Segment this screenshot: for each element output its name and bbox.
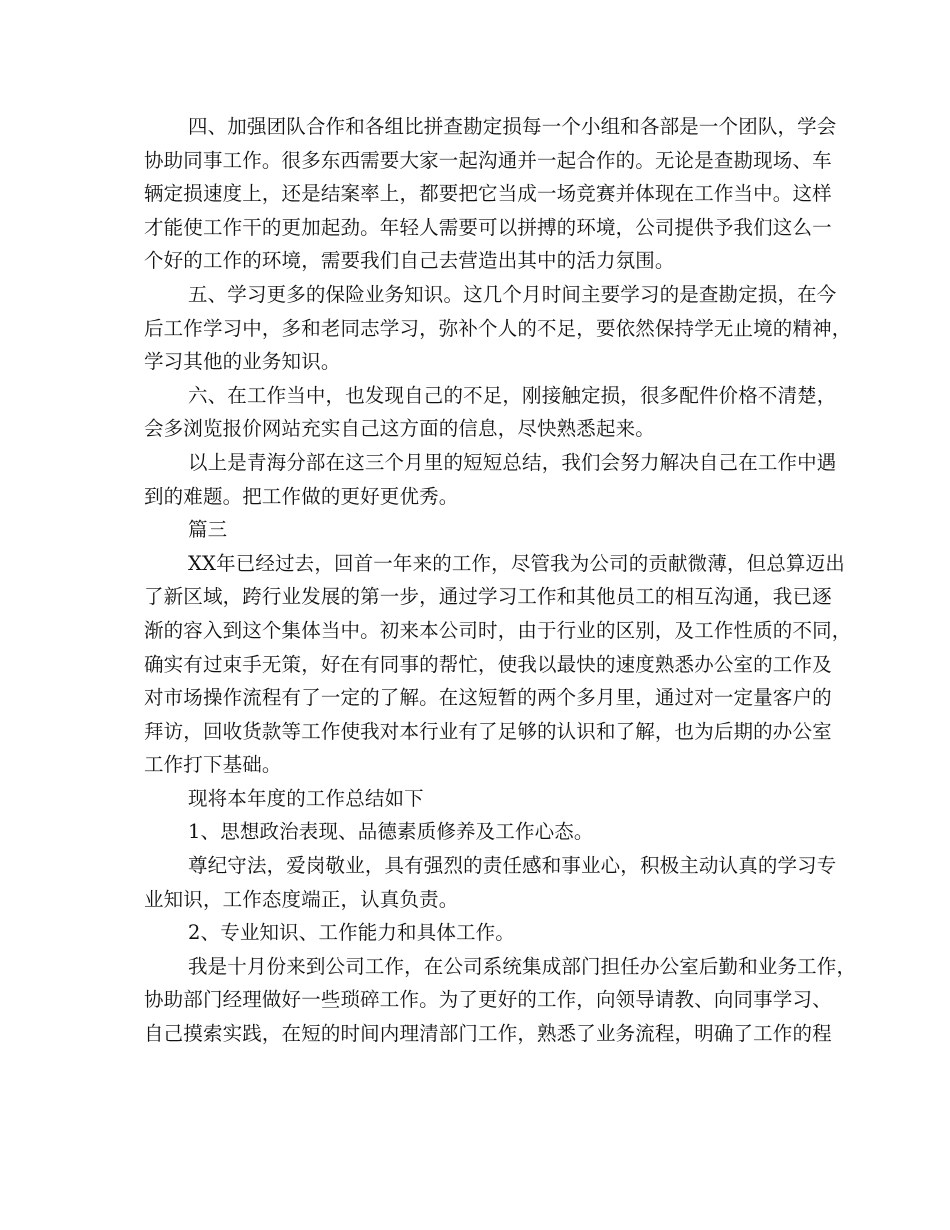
paragraph-intro bbox=[144, 782, 808, 816]
paragraph-shortcomings bbox=[144, 379, 837, 446]
section-heading bbox=[144, 513, 808, 547]
paragraph-insurance-knowledge bbox=[144, 278, 852, 379]
paragraph-summary bbox=[144, 446, 837, 513]
text-line: 尊纪守法，爱岗敬业，具有强烈的责任感和事业心，积极主动认真的学习专 bbox=[188, 854, 837, 878]
paragraph-teamwork bbox=[144, 110, 837, 278]
text-line: 协助同事工作。很多东西需要大家一起沟通并一起合作的。无论是查勘现场、车 bbox=[144, 148, 832, 172]
text-line: 六、在工作当中，也发现自己的不足，刚接触定损，很多配件价格不清楚， bbox=[188, 383, 837, 407]
text-line: 协助部门经理做好一些琐碎工作。为了更好的工作，向领导请教、向同事学习、 bbox=[144, 988, 832, 1012]
text-line: 五、学习更多的保险业务知识。这几个月时间主要学习的是查勘定损，在今 bbox=[188, 282, 837, 306]
text-line: 业知识，工作态度端正，认真负责。 bbox=[144, 887, 459, 911]
text-line: 个好的工作的环境，需要我们自己去营造出其中的活力氛围。 bbox=[144, 249, 675, 273]
text-line: 以上是青海分部在这三个月里的短短总结，我们会努力解决自己在工作中遇 bbox=[188, 450, 837, 474]
text-line: 才能使工作干的更加起劲。年轻人需要可以拼搏的环境，公司提供予我们这么一 bbox=[144, 215, 832, 239]
text-line: 对市场操作流程有了一定的了解。在这短暂的两个多月里，通过对一定量客户的 bbox=[144, 686, 832, 710]
text-line: 工作打下基础。 bbox=[144, 753, 282, 777]
paragraph-year-review bbox=[144, 547, 852, 782]
numbered-heading-2 bbox=[144, 916, 808, 950]
text-line: 渐的容入到这个集体当中。初来本公司时，由于行业的区别，及工作性质的不同， bbox=[144, 618, 852, 642]
text-line: 学习其他的业务知识。 bbox=[144, 350, 341, 374]
section-title: 篇三 bbox=[188, 518, 228, 542]
text-line: 确实有过束手无策，好在有同事的帮忙，使我以最快的速度熟悉办公室的工作及 bbox=[144, 652, 832, 676]
document-body bbox=[144, 110, 857, 1051]
text-line: 会多浏览报价网站充实自己这方面的信息，尽快熟悉起来。 bbox=[144, 417, 655, 441]
paragraph-work-details bbox=[144, 950, 857, 1051]
numbered-heading-1 bbox=[144, 815, 808, 849]
text-line: 四、加强团队合作和各组比拼查勘定损每一个小组和各部是一个团队，学会 bbox=[188, 115, 837, 138]
text-line: 自己摸索实践，在短的时间内理清部门工作，熟悉了业务流程，明确了工作的程 bbox=[144, 1022, 832, 1046]
text-line: 现将本年度的工作总结如下 bbox=[188, 786, 424, 810]
text-line: 辆定损速度上，还是结案率上，都要把它当成一场竞赛并体现在工作当中。这样 bbox=[144, 182, 832, 206]
text-line: 2、专业知识、工作能力和具体工作。 bbox=[188, 921, 515, 945]
text-line: 到的难题。把工作做的更好更优秀。 bbox=[144, 484, 459, 508]
text-line: 了新区域，跨行业发展的第一步，通过学习工作和其他员工的相互沟通，我已逐 bbox=[144, 585, 832, 609]
text-line: 我是十月份来到公司工作，在公司系统集成部门担任办公室后勤和业务工作， bbox=[188, 954, 857, 978]
text-line: 拜访，回收货款等工作使我对本行业有了足够的认识和了解，也为后期的办公室 bbox=[144, 719, 832, 743]
paragraph-attitude bbox=[144, 849, 837, 916]
text-line: 后工作学习中，多和老同志学习，弥补个人的不足，要依然保持学无止境的精神， bbox=[144, 316, 852, 340]
text-line: 1、思想政治表现、品德素质修养及工作心态。 bbox=[188, 820, 594, 844]
text-line: XX年已经过去，回首一年来的工作，尽管我为公司的贡献微薄，但总算迈出 bbox=[188, 551, 845, 575]
